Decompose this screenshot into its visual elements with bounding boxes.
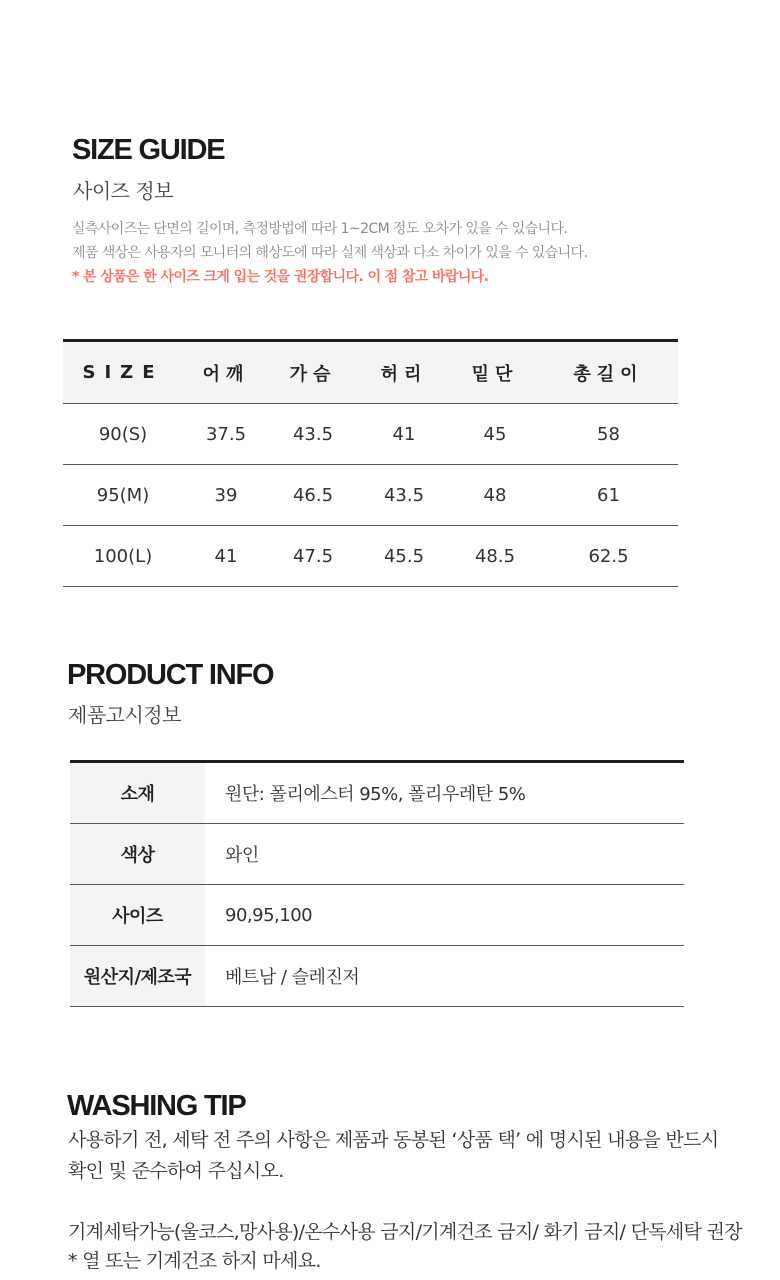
info-value-material: 원단: 폴리에스터 95%, 폴리우레탄 5% [205, 762, 684, 824]
size-cell: 47.5 [269, 526, 357, 587]
size-cell: 48.5 [451, 526, 539, 587]
info-label-material: 소재 [70, 762, 205, 824]
table-row [70, 824, 684, 885]
size-table-header [63, 341, 678, 404]
size-cell: 61 [539, 465, 678, 526]
size-header-cell: 어깨 [183, 341, 269, 404]
info-label-size: 사이즈 [70, 885, 205, 946]
washing-tip-line: 확인 및 준수하여 주십시오. [68, 1160, 284, 1182]
washing-tip-line: * 열 또는 기계건조 하지 마세요. [68, 1250, 321, 1272]
size-header-cell: 밑단 [451, 341, 539, 404]
size-cell: 37.5 [183, 404, 269, 465]
size-note-highlight: * 본 상품은 한 사이즈 크게 입는 것을 권장합니다. 이 점 참고 바랍니다. [72, 269, 489, 285]
size-header-cell: 허리 [357, 341, 451, 404]
size-cell: 100(L) [63, 526, 183, 587]
size-note-measure: 실측사이즈는 단면의 길이며, 측정방법에 따라 1~2CM 정도 오차가 있을 수 있습니다. [72, 221, 568, 237]
table-row [70, 946, 684, 1007]
size-cell: 43.5 [269, 404, 357, 465]
size-guide-title: SIZE GUIDE [72, 134, 225, 166]
table-row [63, 526, 678, 587]
size-cell: 39 [183, 465, 269, 526]
size-cell: 95(M) [63, 465, 183, 526]
size-cell: 90(S) [63, 404, 183, 465]
washing-tip-title: WASHING TIP [67, 1090, 246, 1122]
size-cell: 62.5 [539, 526, 678, 587]
table-row [63, 465, 678, 526]
size-guide-subtitle: 사이즈 정보 [73, 179, 173, 203]
size-note-color: 제품 색상은 사용자의 모니터의 해상도에 따라 실제 색상과 다소 차이가 있을 수 있습니다. [72, 245, 588, 261]
size-header-cell: SIZE [63, 341, 183, 404]
size-cell: 45.5 [357, 526, 451, 587]
washing-tip-line: 기계세탁가능(울코스,망사용)/온수사용 금지/기계건조 금지/ 화기 금지/ 단독세탁 권장 [68, 1221, 742, 1243]
table-row [70, 762, 684, 824]
table-row [63, 404, 678, 465]
size-cell: 41 [357, 404, 451, 465]
info-label-origin: 원산지/제조국 [70, 946, 205, 1007]
size-table [63, 339, 678, 587]
info-value-color: 와인 [205, 824, 684, 885]
size-cell: 58 [539, 404, 678, 465]
product-info-subtitle: 제품고시정보 [68, 703, 181, 727]
size-cell: 41 [183, 526, 269, 587]
size-cell: 45 [451, 404, 539, 465]
info-label-color: 색상 [70, 824, 205, 885]
product-info-title: PRODUCT INFO [67, 659, 274, 691]
info-value-size: 90,95,100 [205, 885, 684, 946]
product-info-table [70, 760, 684, 1007]
size-cell: 48 [451, 465, 539, 526]
size-cell: 43.5 [357, 465, 451, 526]
size-header-cell: 총길이 [539, 341, 678, 404]
size-header-cell: 가슴 [269, 341, 357, 404]
table-row [70, 885, 684, 946]
washing-tip-line: 사용하기 전, 세탁 전 주의 사항은 제품과 동봉된 ‘상품 택’ 에 명시된 내용을 반드시 [68, 1129, 719, 1151]
info-value-origin: 베트남 / 슬레진저 [205, 946, 684, 1007]
size-cell: 46.5 [269, 465, 357, 526]
